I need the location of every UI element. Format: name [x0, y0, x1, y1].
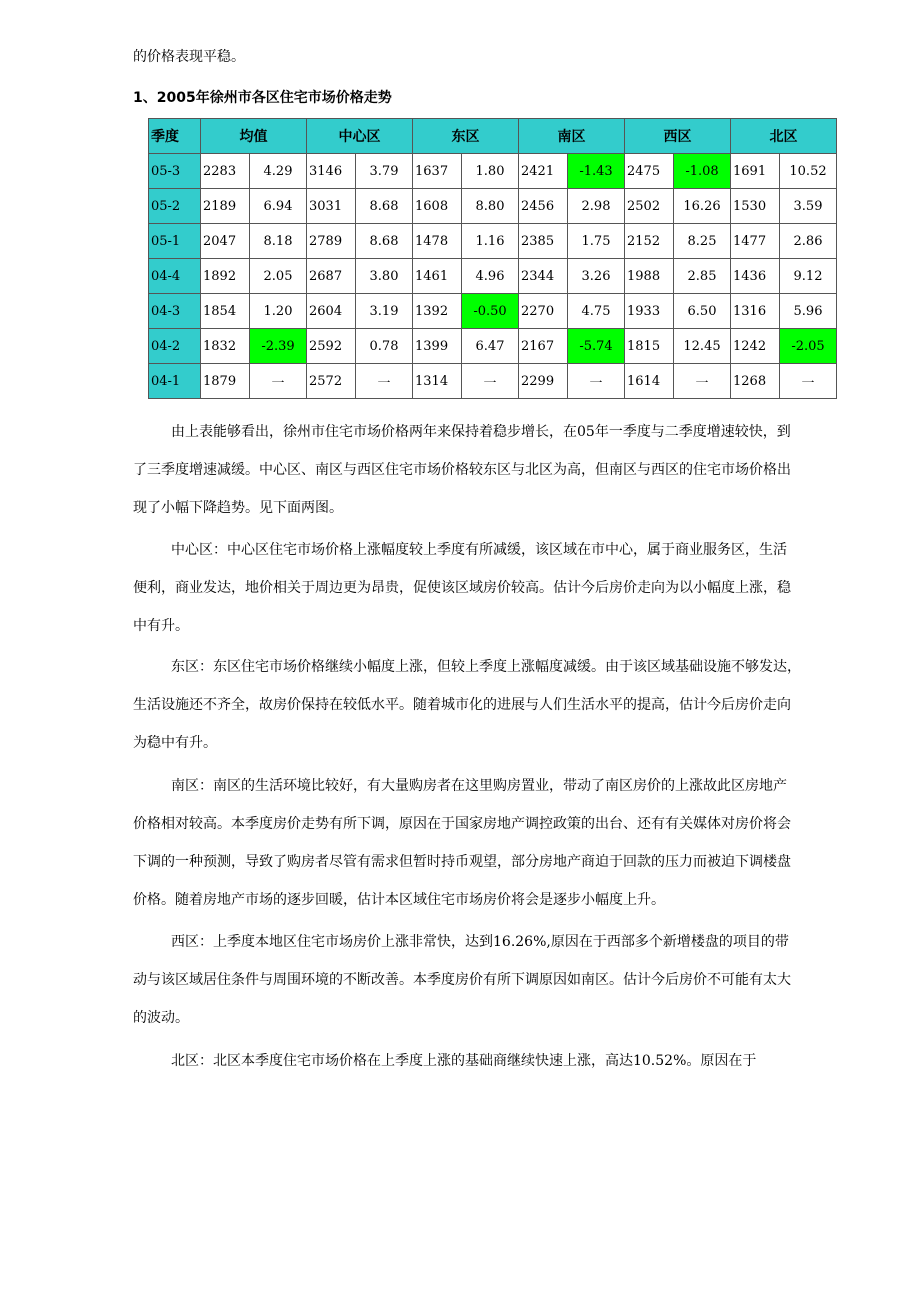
price-cell: 2167	[519, 329, 568, 364]
price-cell: 1691	[731, 154, 780, 189]
price-cell: 2047	[201, 224, 250, 259]
price-cell: 1461	[413, 259, 462, 294]
growth-rate-cell: 1.20	[250, 294, 307, 329]
quarter-cell: 04-2	[149, 329, 201, 364]
header-district: 均值	[201, 119, 307, 154]
price-cell: 2687	[307, 259, 356, 294]
growth-rate-cell: 9.12	[780, 259, 837, 294]
price-cell: 2604	[307, 294, 356, 329]
growth-rate-cell: 8.80	[462, 189, 519, 224]
quarter-cell: 05-1	[149, 224, 201, 259]
growth-rate-cell: 4.96	[462, 259, 519, 294]
header-quarter: 季度	[149, 119, 201, 154]
table-row	[149, 364, 837, 399]
table-row	[149, 224, 837, 259]
growth-rate-cell: -1.43	[568, 154, 625, 189]
growth-rate-cell: 2.98	[568, 189, 625, 224]
price-cell: 2421	[519, 154, 568, 189]
growth-rate-cell: 1.80	[462, 154, 519, 189]
price-cell: 1530	[731, 189, 780, 224]
paragraph-summary	[133, 413, 855, 527]
paragraph-center-district	[133, 531, 855, 645]
growth-rate-cell: 3.79	[356, 154, 413, 189]
growth-rate-cell: 1.16	[462, 224, 519, 259]
paragraph-line: 北区：北区本季度住宅市场价格在上季度上涨的基础商继续快速上涨，高达10.52%。原因在于	[171, 1053, 757, 1069]
price-cell: 1614	[625, 364, 674, 399]
header-district: 中心区	[307, 119, 413, 154]
price-cell: 2592	[307, 329, 356, 364]
price-cell: 2456	[519, 189, 568, 224]
table-row	[149, 329, 837, 364]
growth-rate-cell: 一	[250, 364, 307, 399]
price-cell: 1832	[201, 329, 250, 364]
price-cell: 1268	[731, 364, 780, 399]
price-cell: 2189	[201, 189, 250, 224]
price-cell: 1637	[413, 154, 462, 189]
price-cell: 1608	[413, 189, 462, 224]
price-cell: 2299	[519, 364, 568, 399]
price-cell: 2502	[625, 189, 674, 224]
growth-rate-cell: 4.75	[568, 294, 625, 329]
table-row	[149, 189, 837, 224]
price-cell: 3031	[307, 189, 356, 224]
growth-rate-cell: 6.94	[250, 189, 307, 224]
quarter-cell: 04-3	[149, 294, 201, 329]
paragraph-north-district	[133, 1042, 855, 1080]
paragraph-line: 价格相对较高。本季度房价走势有所下调，原因在于国家房地产调控政策的出台、还有有关媒体对房价将会	[133, 816, 791, 832]
price-cell: 1854	[201, 294, 250, 329]
price-cell: 2283	[201, 154, 250, 189]
price-cell: 1478	[413, 224, 462, 259]
price-cell: 2344	[519, 259, 568, 294]
price-cell: 1477	[731, 224, 780, 259]
growth-rate-cell: -2.05	[780, 329, 837, 364]
paragraph-line: 东区：东区住宅市场价格继续小幅度上涨，但较上季度上涨幅度减缓。由于该区域基础设施不够发达，	[171, 659, 801, 675]
growth-rate-cell: 一	[356, 364, 413, 399]
table-header-row	[149, 119, 837, 154]
price-cell: 1879	[201, 364, 250, 399]
price-cell: 1392	[413, 294, 462, 329]
paragraph-line: 下调的一种预测，导致了购房者尽管有需求但暂时持币观望，部分房地产商迫于回款的压力而被迫下调楼盘	[133, 854, 791, 870]
growth-rate-cell: -1.08	[674, 154, 731, 189]
paragraph-line: 价格。随着房地产市场的逐步回暖，估计本区域住宅市场房价将会是逐步小幅度上升。	[133, 892, 665, 908]
growth-rate-cell: 1.75	[568, 224, 625, 259]
intro-tail: 的价格表现平稳。	[133, 49, 245, 65]
paragraph-line: 西区：上季度本地区住宅市场房价上涨非常快，达到16.26%,原因在于西部多个新增楼盘的项目的带	[171, 934, 789, 950]
paragraph-line: 现了小幅下降趋势。见下面两图。	[133, 500, 343, 516]
paragraph-line: 中有升。	[133, 618, 189, 634]
growth-rate-cell: 5.96	[780, 294, 837, 329]
quarter-cell: 04-1	[149, 364, 201, 399]
price-cell: 2572	[307, 364, 356, 399]
paragraph-line: 的波动。	[133, 1010, 189, 1026]
table-row	[149, 294, 837, 329]
quarter-cell: 05-2	[149, 189, 201, 224]
paragraph-line: 中心区：中心区住宅市场价格上涨幅度较上季度有所减缓，该区域在市中心，属于商业服务区，生活	[171, 542, 787, 558]
price-cell: 1933	[625, 294, 674, 329]
price-cell: 1314	[413, 364, 462, 399]
growth-rate-cell: 6.47	[462, 329, 519, 364]
price-table	[148, 118, 837, 399]
growth-rate-cell: 4.29	[250, 154, 307, 189]
price-cell: 2789	[307, 224, 356, 259]
growth-rate-cell: 8.25	[674, 224, 731, 259]
section-heading: 1、2005年徐州市各区住宅市场价格走势	[133, 90, 392, 106]
paragraph-line: 为稳中有升。	[133, 735, 217, 751]
paragraph-line: 便利，商业发达，地价相关于周边更为昂贵，促使该区域房价较高。估计今后房价走向为以小幅度上涨，稳	[133, 580, 791, 596]
paragraph-line: 了三季度增速减缓。中心区、南区与西区住宅市场价格较东区与北区为高，但南区与西区的住宅市场价格出	[133, 462, 791, 478]
growth-rate-cell: 2.85	[674, 259, 731, 294]
price-cell: 2385	[519, 224, 568, 259]
growth-rate-cell: 3.59	[780, 189, 837, 224]
price-cell: 1815	[625, 329, 674, 364]
paragraph-east-district	[133, 648, 855, 762]
paragraph-line: 生活设施还不齐全，故房价保持在较低水平。随着城市化的进展与人们生活水平的提高，估计今后房价走向	[133, 697, 791, 713]
price-cell: 1436	[731, 259, 780, 294]
table-row	[149, 259, 837, 294]
header-district: 东区	[413, 119, 519, 154]
price-cell: 3146	[307, 154, 356, 189]
price-cell: 1399	[413, 329, 462, 364]
growth-rate-cell: 12.45	[674, 329, 731, 364]
price-cell: 2270	[519, 294, 568, 329]
paragraph-line: 动与该区域居住条件与周围环境的不断改善。本季度房价有所下调原因如南区。估计今后房价不可能有太大	[133, 972, 791, 988]
paragraph-west-district	[133, 923, 855, 1037]
header-district: 西区	[625, 119, 731, 154]
growth-rate-cell: 10.52	[780, 154, 837, 189]
growth-rate-cell: 3.26	[568, 259, 625, 294]
growth-rate-cell: -2.39	[250, 329, 307, 364]
growth-rate-cell: -5.74	[568, 329, 625, 364]
growth-rate-cell: 0.78	[356, 329, 413, 364]
growth-rate-cell: -0.50	[462, 294, 519, 329]
quarter-cell: 04-4	[149, 259, 201, 294]
price-cell: 2152	[625, 224, 674, 259]
growth-rate-cell: 3.19	[356, 294, 413, 329]
price-cell: 1242	[731, 329, 780, 364]
growth-rate-cell: 6.50	[674, 294, 731, 329]
growth-rate-cell: 2.86	[780, 224, 837, 259]
growth-rate-cell: 2.05	[250, 259, 307, 294]
growth-rate-cell: 8.18	[250, 224, 307, 259]
growth-rate-cell: 16.26	[674, 189, 731, 224]
price-cell: 1316	[731, 294, 780, 329]
header-district: 北区	[731, 119, 837, 154]
price-cell: 1988	[625, 259, 674, 294]
growth-rate-cell: 8.68	[356, 189, 413, 224]
table-row	[149, 154, 837, 189]
price-cell: 2475	[625, 154, 674, 189]
price-cell: 1892	[201, 259, 250, 294]
paragraph-line: 南区：南区的生活环境比较好，有大量购房者在这里购房置业，带动了南区房价的上涨故此区房地产	[171, 778, 787, 794]
growth-rate-cell: 8.68	[356, 224, 413, 259]
growth-rate-cell: 一	[462, 364, 519, 399]
paragraph-line: 由上表能够看出，徐州市住宅市场价格两年来保持着稳步增长，在05年一季度与二季度增速较快，到	[171, 424, 791, 440]
growth-rate-cell: 3.80	[356, 259, 413, 294]
growth-rate-cell: 一	[780, 364, 837, 399]
growth-rate-cell: 一	[568, 364, 625, 399]
paragraph-south-district	[133, 767, 855, 919]
quarter-cell: 05-3	[149, 154, 201, 189]
header-district: 南区	[519, 119, 625, 154]
growth-rate-cell: 一	[674, 364, 731, 399]
